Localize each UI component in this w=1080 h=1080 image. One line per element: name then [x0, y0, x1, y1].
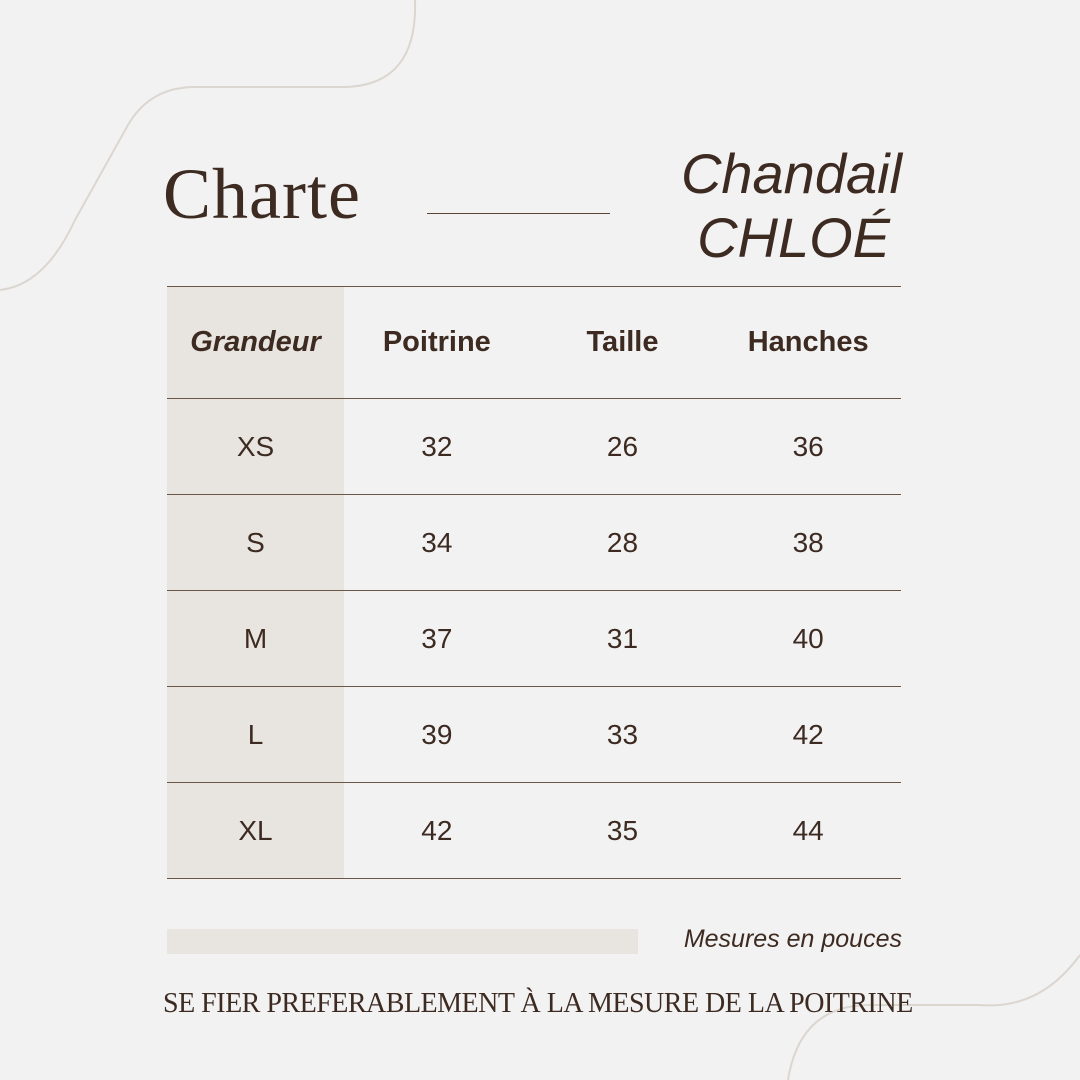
taille-cell: 31 — [606, 622, 639, 654]
taille-cell: 26 — [606, 430, 639, 462]
poitrine-cell: 32 — [421, 430, 453, 462]
table-header-row — [167, 286, 901, 399]
footer-advice: SE FIER PREFERABLEMENT À LA MESURE DE LA POITRINE — [163, 988, 913, 1019]
poitrine-cell: 37 — [421, 622, 453, 654]
size-cell: M — [167, 591, 344, 686]
title-divider — [427, 213, 610, 214]
product-title-line2: CHLOÉ — [697, 206, 890, 269]
hanches-cell: 42 — [792, 718, 824, 750]
note-decorative-bar — [167, 929, 638, 954]
size-cell: XL — [167, 783, 344, 878]
hanches-cell: 44 — [792, 814, 824, 846]
poitrine-cell: 42 — [421, 814, 453, 846]
product-title — [640, 142, 902, 270]
taille-cell: 33 — [606, 718, 639, 750]
poitrine-cell: 34 — [421, 526, 453, 558]
title-charte: Charte — [163, 154, 361, 234]
size-cell: S — [167, 495, 344, 590]
table-row — [167, 783, 901, 879]
product-title-line1: Chandail — [680, 142, 902, 205]
hanches-cell: 38 — [792, 526, 824, 558]
header-hanches: Hanches — [747, 326, 869, 358]
poitrine-cell: 39 — [421, 718, 453, 750]
size-cell: XS — [167, 399, 344, 494]
header-taille: Taille — [586, 326, 659, 358]
taille-cell: 35 — [606, 814, 639, 846]
taille-cell: 28 — [606, 526, 639, 558]
measurement-unit-note: Mesures en pouces — [683, 925, 902, 953]
table-row — [167, 591, 901, 687]
table-row — [167, 687, 901, 783]
size-chart-table — [167, 286, 901, 879]
table-row — [167, 399, 901, 495]
table-row — [167, 495, 901, 591]
hanches-cell: 40 — [792, 622, 824, 654]
header-poitrine: Poitrine — [382, 326, 491, 358]
hanches-cell: 36 — [792, 430, 824, 462]
size-cell: L — [167, 687, 344, 782]
header-grandeur: Grandeur — [167, 287, 344, 398]
